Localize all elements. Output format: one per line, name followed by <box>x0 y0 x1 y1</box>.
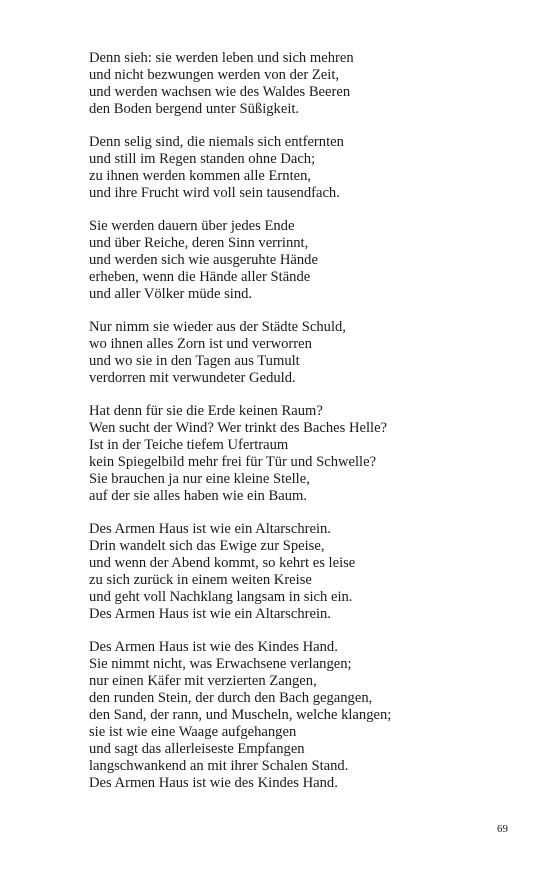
poem-line: und werden wachsen wie des Waldes Beeren <box>89 84 351 100</box>
poem-line: zu ihnen werden kommen alle Ernten, <box>89 168 312 184</box>
poem-line: den runden Stein, der durch den Bach gegangen, <box>89 690 373 706</box>
poem-line: langschwankend an mit ihrer Schalen Stand. <box>89 758 349 774</box>
stanza <box>89 319 529 387</box>
stanza <box>89 218 529 303</box>
poem-line: und sagt das allerleiseste Empfangen <box>89 741 305 757</box>
stanza <box>89 134 529 202</box>
poem-line: Denn sieh: sie werden leben und sich mehren <box>89 50 354 66</box>
poem-line: Hat denn für sie die Erde keinen Raum? <box>89 403 323 419</box>
poem-line: kein Spiegelbild mehr frei für Tür und Schwelle? <box>89 454 377 470</box>
poem-line: Sie nimmt nicht, was Erwachsene verlangen; <box>89 656 352 672</box>
poem-line: wo ihnen alles Zorn ist und verworren <box>89 336 312 352</box>
poem-line: und still im Regen standen ohne Dach; <box>89 151 316 167</box>
poem-line: Drin wandelt sich das Ewige zur Speise, <box>89 538 325 554</box>
poem-line: verdorren mit verwundeter Geduld. <box>89 370 296 386</box>
poem-line: nur einen Käfer mit verzierten Zangen, <box>89 673 317 689</box>
poem-line: und geht voll Nachklang langsam in sich ein. <box>89 589 353 605</box>
poem-line: Sie werden dauern über jedes Ende <box>89 218 295 234</box>
poem-line: und wenn der Abend kommt, so kehrt es leise <box>89 555 356 571</box>
poem-line: Ist in der Teiche tiefem Ufertraum <box>89 437 289 453</box>
poem-line: erheben, wenn die Hände aller Stände <box>89 269 311 285</box>
poem-line: Des Armen Haus ist wie ein Altarschrein. <box>89 606 331 622</box>
poem-line: und aller Völker müde sind. <box>89 286 253 302</box>
poem-line: und wo sie in den Tagen aus Tumult <box>89 353 300 369</box>
poem-line: und über Reiche, deren Sinn verrinnt, <box>89 235 309 251</box>
stanza <box>89 639 529 792</box>
poem-line: den Sand, der rann, und Muscheln, welche klangen; <box>89 707 392 723</box>
page-number: 69 <box>497 823 508 835</box>
poem-line: und ihre Frucht wird voll sein tausendfach. <box>89 185 340 201</box>
poem-line: Des Armen Haus ist wie ein Altarschrein. <box>89 521 331 537</box>
poem-line: und werden sich wie ausgeruhte Hände <box>89 252 318 268</box>
poem-line: Denn selig sind, die niemals sich entfernten <box>89 134 344 150</box>
poem-line: Nur nimm sie wieder aus der Städte Schuld, <box>89 319 346 335</box>
poem-line: sie ist wie eine Waage aufgehangen <box>89 724 297 740</box>
stanza <box>89 521 529 623</box>
poem-line: und nicht bezwungen werden von der Zeit, <box>89 67 340 83</box>
poem-line: Wen sucht der Wind? Wer trinkt des Baches Helle? <box>89 420 388 436</box>
poem-line: Des Armen Haus ist wie des Kindes Hand. <box>89 775 338 791</box>
poem-line: Des Armen Haus ist wie des Kindes Hand. <box>89 639 338 655</box>
poem-line: den Boden bergend unter Süßigkeit. <box>89 101 300 117</box>
stanza <box>89 403 529 505</box>
stanza <box>89 50 529 118</box>
poem-line: zu sich zurück in einem weiten Kreise <box>89 572 312 588</box>
poem-line: auf der sie alles haben wie ein Baum. <box>89 488 308 504</box>
poem-text <box>89 50 529 808</box>
poem-line: Sie brauchen ja nur eine kleine Stelle, <box>89 471 310 487</box>
